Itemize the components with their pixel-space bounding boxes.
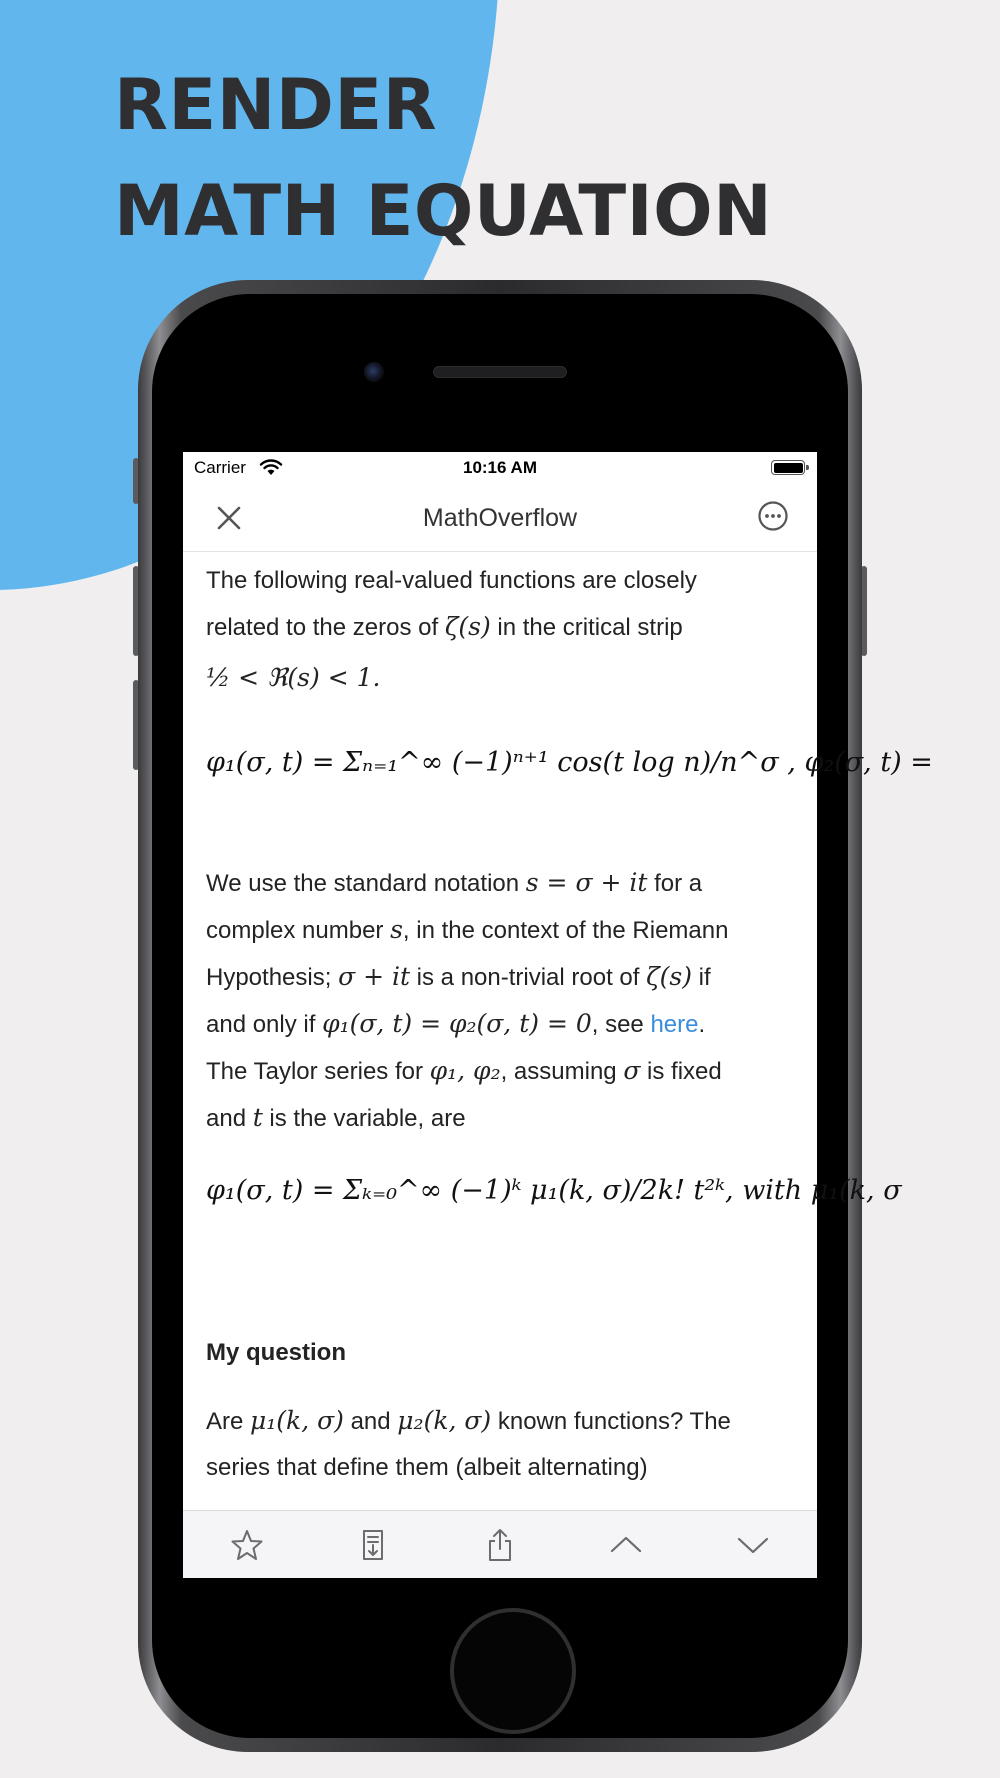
star-icon[interactable] — [229, 1527, 265, 1563]
inline-math: ½ < ℜ(s) < 1. — [206, 663, 381, 692]
inline-math: μ₁(k, σ) — [250, 1406, 344, 1435]
text-line: Are μ₁(k, σ) and μ₂(k, σ) known functions? The — [206, 1406, 731, 1435]
inline-math: φ₁, φ₂ — [429, 1056, 501, 1085]
inline-math: σ — [623, 1056, 641, 1085]
chevron-up-icon[interactable] — [608, 1527, 644, 1563]
post-content — [206, 552, 933, 1507]
notation-paragraph — [206, 860, 806, 1142]
home-button[interactable] — [450, 1608, 576, 1734]
question-paragraph — [206, 1398, 806, 1491]
section-heading: My question — [206, 1339, 347, 1366]
text-line: series that define them (albeit alternating) — [206, 1454, 648, 1481]
text-line: We use the standard notation s = σ + it for a — [206, 868, 703, 897]
display-equation-1: φ₁(σ, t) = Σₙ₌₁^∞ (−1)ⁿ⁺¹ cos(t log n)/n^σ , φ₂(σ, t) = — [206, 747, 933, 778]
headline-line-1: RENDER — [114, 64, 438, 146]
inline-math: φ₁(σ, t) = φ₂(σ, t) = 0 — [322, 1009, 592, 1038]
text-line: and only if φ₁(σ, t) = φ₂(σ, t) = 0, see here. — [206, 1009, 706, 1038]
inline-math: t — [252, 1103, 263, 1132]
inline-math: ζ(s) — [646, 962, 693, 991]
carrier-label: Carrier — [194, 458, 246, 477]
text-line: Hypothesis; σ + it is a non-trivial root of ζ(s) if — [206, 962, 711, 991]
text-line: The following real-valued functions are closely — [206, 567, 697, 594]
share-icon[interactable] — [482, 1527, 518, 1563]
status-time: 10:16 AM — [462, 458, 537, 477]
earpiece-speaker — [433, 366, 567, 378]
text-line: The Taylor series for φ₁, φ₂, assuming σ is fixed — [206, 1056, 722, 1085]
text-line: and t is the variable, are — [206, 1103, 466, 1132]
battery-icon — [771, 460, 805, 475]
more-options-icon[interactable] — [757, 500, 789, 532]
text-line: related to the zeros of ζ(s) in the critical strip — [206, 612, 683, 641]
headline — [114, 52, 772, 264]
chevron-down-icon[interactable] — [735, 1527, 771, 1563]
inline-math: s — [390, 915, 403, 944]
inline-math: ζ(s) — [444, 612, 491, 641]
display-equation-2: φ₁(σ, t) = Σₖ₌₀^∞ (−1)ᵏ μ₁(k, σ)/2k! t²ᵏ, with μ₁(k, σ — [206, 1175, 902, 1206]
inline-math: s = σ + it — [525, 868, 648, 897]
phone-screen — [183, 452, 933, 1578]
text-line — [206, 655, 806, 702]
headline-line-2: MATH EQUATION — [114, 170, 773, 252]
text-line: complex number s, in the context of the Riemann — [206, 915, 729, 944]
download-page-icon[interactable] — [355, 1527, 391, 1563]
bottom-toolbar — [183, 1510, 817, 1578]
inline-math: σ + it — [338, 962, 411, 991]
navigation-bar — [183, 482, 817, 552]
inline-math: μ₂(k, σ) — [397, 1406, 492, 1435]
front-camera — [364, 362, 384, 382]
here-link[interactable]: here — [650, 1011, 699, 1038]
nav-title: MathOverflow — [422, 504, 578, 532]
status-bar — [183, 452, 817, 482]
intro-paragraph — [206, 558, 806, 702]
